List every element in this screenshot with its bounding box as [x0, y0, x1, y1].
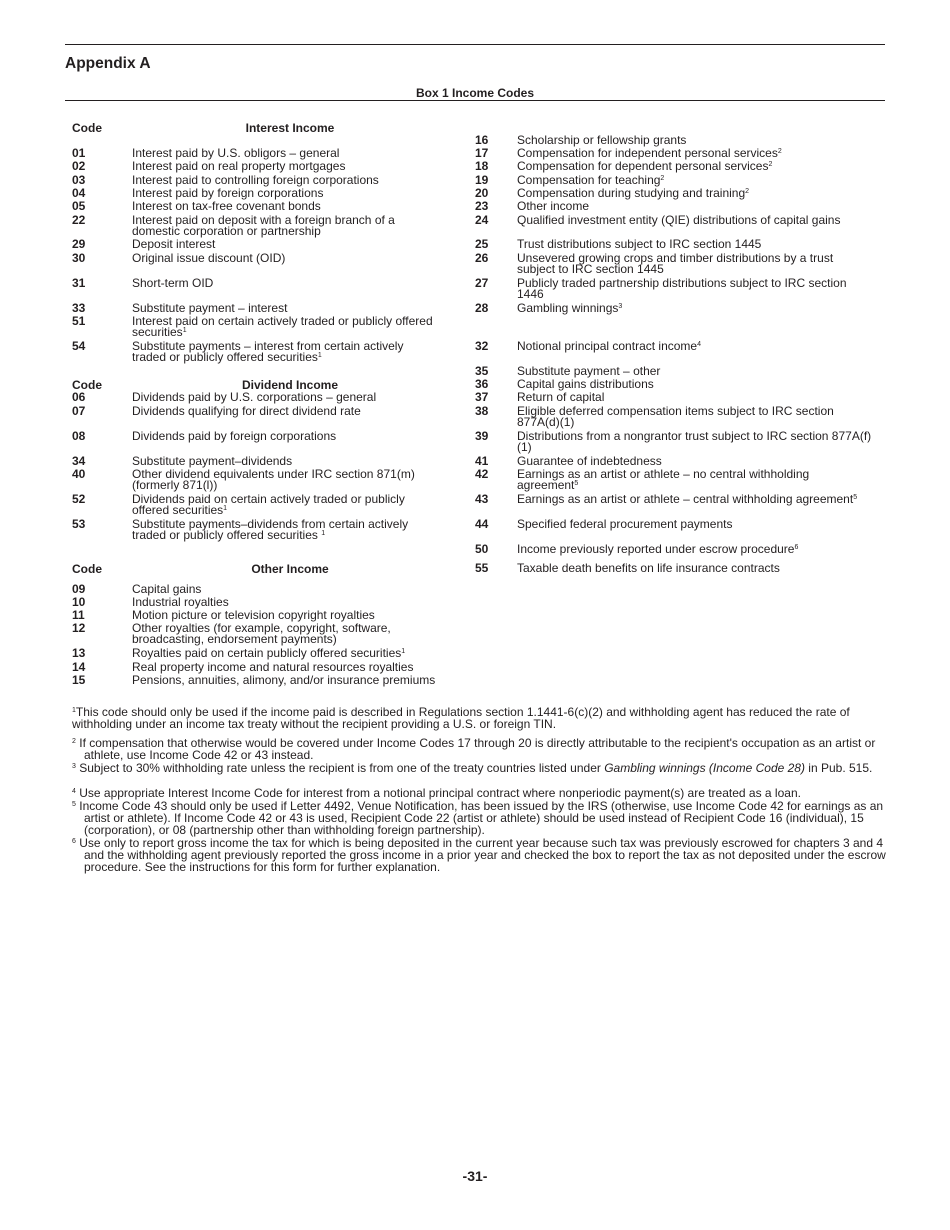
description: Other dividend equivalents under IRC section 871(m)	[132, 467, 415, 481]
description: Return of capital	[517, 390, 605, 404]
other-code-header: Code	[72, 562, 102, 576]
description: Distributions from a nongrantor trust subject to IRC section 877A(f)	[517, 429, 872, 443]
code: 19	[475, 173, 489, 187]
code: 05	[72, 199, 86, 213]
description: Other royalties (for example, copyright, software,	[132, 621, 391, 635]
other-section-title: Other Income	[251, 562, 329, 576]
code: 22	[72, 213, 86, 227]
description: Capital gains	[132, 582, 202, 596]
code: 34	[72, 454, 86, 468]
code: 07	[72, 404, 86, 418]
description-continued: traded or publicly offered securities	[132, 528, 322, 542]
code: 24	[475, 213, 489, 227]
code: 44	[475, 517, 489, 531]
footnote-mark: 3	[72, 763, 76, 770]
code: 02	[72, 159, 86, 173]
code: 31	[72, 276, 86, 290]
code: 03	[72, 173, 86, 187]
code: 32	[475, 339, 489, 353]
description: Unsevered growing crops and timber distributions by a trust	[517, 251, 834, 265]
description-continued: 877A(d)(1)	[517, 415, 575, 429]
footnote-4	[72, 787, 894, 799]
code: 50	[475, 542, 489, 556]
description-continued: 1446	[517, 287, 544, 301]
code: 15	[72, 673, 86, 687]
description: Industrial royalties	[132, 595, 229, 609]
code: 42	[475, 467, 489, 481]
description: Dividends paid on certain actively traded or publicly	[132, 492, 405, 506]
description: Interest paid on certain actively traded or publicly offered	[132, 314, 433, 328]
description: Eligible deferred compensation items subject to IRC section	[517, 404, 834, 418]
code: 20	[475, 186, 489, 200]
footnote-5	[72, 800, 894, 836]
code: 25	[475, 237, 489, 251]
code: 17	[475, 146, 489, 160]
description: Substitute payment – other	[517, 364, 661, 378]
dividend-code-header: Code	[72, 378, 102, 392]
code: 28	[475, 301, 489, 315]
footnote-ref: 3	[618, 303, 623, 310]
footnote-text-italic: Gambling winnings (Income Code 28)	[604, 761, 805, 775]
description-continued: (1)	[517, 440, 532, 454]
description: Pensions, annuities, alimony, and/or insurance premiums	[132, 673, 436, 687]
description-continued: (formerly 871(l))	[132, 478, 218, 492]
appendix-title: Appendix A	[65, 55, 151, 72]
code: 33	[72, 301, 86, 315]
code: 08	[72, 429, 86, 443]
code: 01	[72, 146, 86, 160]
description: Notional principal contract income	[517, 339, 698, 353]
description: Gambling winnings	[517, 301, 619, 315]
description: Earnings as an artist or athlete – central withholding agreement	[517, 492, 854, 506]
code: 39	[475, 429, 489, 443]
code: 29	[72, 237, 86, 251]
footnote-ref: 1	[223, 505, 228, 512]
description: Dividends paid by U.S. corporations – general	[132, 390, 377, 404]
page-number: -31-	[462, 1168, 488, 1184]
footnote-ref: 5	[574, 480, 579, 487]
footnote-ref: 2	[660, 175, 665, 182]
description: Interest paid to controlling foreign corporations	[132, 173, 379, 187]
code: 37	[475, 390, 489, 404]
code: 11	[72, 608, 85, 622]
footnote-mark: 1	[72, 707, 76, 714]
footnote-3	[72, 762, 894, 774]
description: Compensation during studying and training	[517, 186, 746, 200]
code: 51	[72, 314, 86, 328]
code: 43	[475, 492, 489, 506]
description: Guarantee of indebtedness	[517, 454, 662, 468]
description: Interest paid by foreign corporations	[132, 186, 324, 200]
footnote-ref: 6	[794, 544, 799, 551]
description: Qualified investment entity (QIE) distributions of capital gains	[517, 213, 841, 227]
footnote-text: Use appropriate Interest Income Code for interest from a notional principal contract where nonperiodic payment(s) are treated as a loan.	[75, 786, 801, 800]
footnote-text: Subject to 30% withholding rate unless the recipient is from one of the treaty countries listed under	[75, 761, 605, 775]
description: Substitute payment–dividends	[132, 454, 293, 468]
description: Substitute payments–dividends from certain actively	[132, 517, 409, 531]
description: Scholarship or fellowship grants	[517, 133, 687, 147]
footnote-2	[72, 737, 894, 761]
description: Substitute payments – interest from certain actively	[132, 339, 404, 353]
description-continued: traded or publicly offered securities	[132, 350, 318, 364]
description: Capital gains distributions	[517, 377, 654, 391]
code: 36	[475, 377, 489, 391]
code: 52	[72, 492, 86, 506]
box-title: Box 1 Income Codes	[415, 86, 535, 100]
footnote-text: This code should only be used if the income paid is described in Regulations section 1.1441-6(c)(2) and withholding agent has reduced the rate of withholding under an income tax treaty without the recipient providing a U.S. or foreign TIN.	[72, 705, 850, 731]
footnote-6	[72, 837, 894, 873]
footnote-ref: 1	[321, 530, 326, 537]
code: 55	[475, 561, 489, 575]
code: 35	[475, 364, 489, 378]
footnote-text-end: in Pub. 515.	[804, 761, 873, 775]
description: Compensation for teaching	[517, 173, 661, 187]
footnote-1	[72, 706, 882, 730]
code: 14	[72, 660, 86, 674]
code: 27	[475, 276, 489, 290]
description-continued: securities	[132, 325, 183, 339]
footnote-mark: 4	[72, 788, 76, 795]
footnote-text: If compensation that otherwise would be covered under Income Codes 17 through 20 is directly attributable to the recipient's occupation as an artist or athlete, use Income Code 42 or 43 instead.	[75, 736, 876, 762]
footnote-ref: 2	[745, 188, 750, 195]
footnote-ref: 2	[768, 161, 773, 168]
code: 26	[475, 251, 489, 265]
description: Compensation for independent personal services	[517, 146, 778, 160]
footnote-ref: 1	[317, 352, 322, 359]
description-continued: subject to IRC section 1445	[517, 262, 664, 276]
description: Interest paid on real property mortgages	[132, 159, 346, 173]
description: Interest paid by U.S. obligors – general	[132, 146, 340, 160]
footnote-ref: 4	[697, 341, 701, 348]
description-continued: broadcasting, endorsement payments)	[132, 632, 337, 646]
description: Royalties paid on certain publicly offered securities	[132, 646, 402, 660]
footnote-mark: 6	[72, 838, 76, 845]
footnote-mark: 2	[72, 738, 76, 745]
description: Income previously reported under escrow procedure	[517, 542, 795, 556]
code: 13	[72, 646, 86, 660]
description: Trust distributions subject to IRC section 1445	[517, 237, 762, 251]
description-continued: agreement	[517, 478, 575, 492]
footnote-ref: 1	[182, 327, 187, 334]
description: Interest on tax-free covenant bonds	[132, 199, 321, 213]
footnote-ref: 5	[853, 494, 858, 501]
code: 38	[475, 404, 489, 418]
code: 10	[72, 595, 86, 609]
description: Substitute payment – interest	[132, 301, 288, 315]
interest-code-header: Code	[72, 121, 102, 135]
description: Interest paid on deposit with a foreign branch of a	[132, 213, 395, 227]
description: Other income	[517, 199, 590, 213]
code: 23	[475, 199, 489, 213]
description: Earnings as an artist or athlete – no central withholding	[517, 467, 810, 481]
top-rule	[65, 44, 885, 45]
code: 06	[72, 390, 86, 404]
description: Motion picture or television copyright royalties	[132, 608, 375, 622]
description: Taxable death benefits on life insurance contracts	[517, 561, 780, 575]
code: 41	[475, 454, 489, 468]
description: Dividends paid by foreign corporations	[132, 429, 337, 443]
footnote-text: Use only to report gross income the tax for which is being deposited in the current year because such tax was previously escrowed for chapters 3 and 4 and the withholding agent previously reported the gross income in a prior year and checked the box to report the tax as not deposited under the escrow procedure. See the instructions for this form for further explanation.	[75, 836, 886, 874]
description: Compensation for dependent personal services	[517, 159, 769, 173]
description: Publicly traded partnership distributions subject to IRC section	[517, 276, 847, 290]
code: 16	[475, 133, 489, 147]
title-rule	[65, 100, 885, 101]
code: 18	[475, 159, 489, 173]
code: 54	[72, 339, 86, 353]
description: Real property income and natural resources royalties	[132, 660, 414, 674]
footnote-mark: 5	[72, 801, 76, 808]
code: 12	[72, 621, 86, 635]
interest-section-title: Interest Income	[245, 121, 335, 135]
description-continued: offered securities	[132, 503, 224, 517]
dividend-section-title: Dividend Income	[241, 378, 339, 392]
code: 53	[72, 517, 86, 531]
code: 40	[72, 467, 86, 481]
footnote-ref: 2	[777, 148, 782, 155]
footnote-text: Income Code 43 should only be used if Letter 4492, Venue Notification, has been issued by the IRS (otherwise, use Income Code 42 for earnings as an artist or athlete). If Income Code 42 or 43 is used, Recipient Code 22 (artist or athlete) should be used instead of Recipient Code 16 (individual), 15 (corporation), or 08 (partnership other than withholding foreign partnership).	[75, 799, 884, 837]
description: Deposit interest	[132, 237, 216, 251]
code: 09	[72, 582, 86, 596]
description: Dividends qualifying for direct dividend rate	[132, 404, 361, 418]
description: Specified federal procurement payments	[517, 517, 733, 531]
description: Short-term OID	[132, 276, 214, 290]
code: 30	[72, 251, 86, 265]
footnote-ref: 1	[401, 648, 406, 655]
description: Original issue discount (OID)	[132, 251, 286, 265]
description-continued: domestic corporation or partnership	[132, 224, 321, 238]
code: 04	[72, 186, 86, 200]
